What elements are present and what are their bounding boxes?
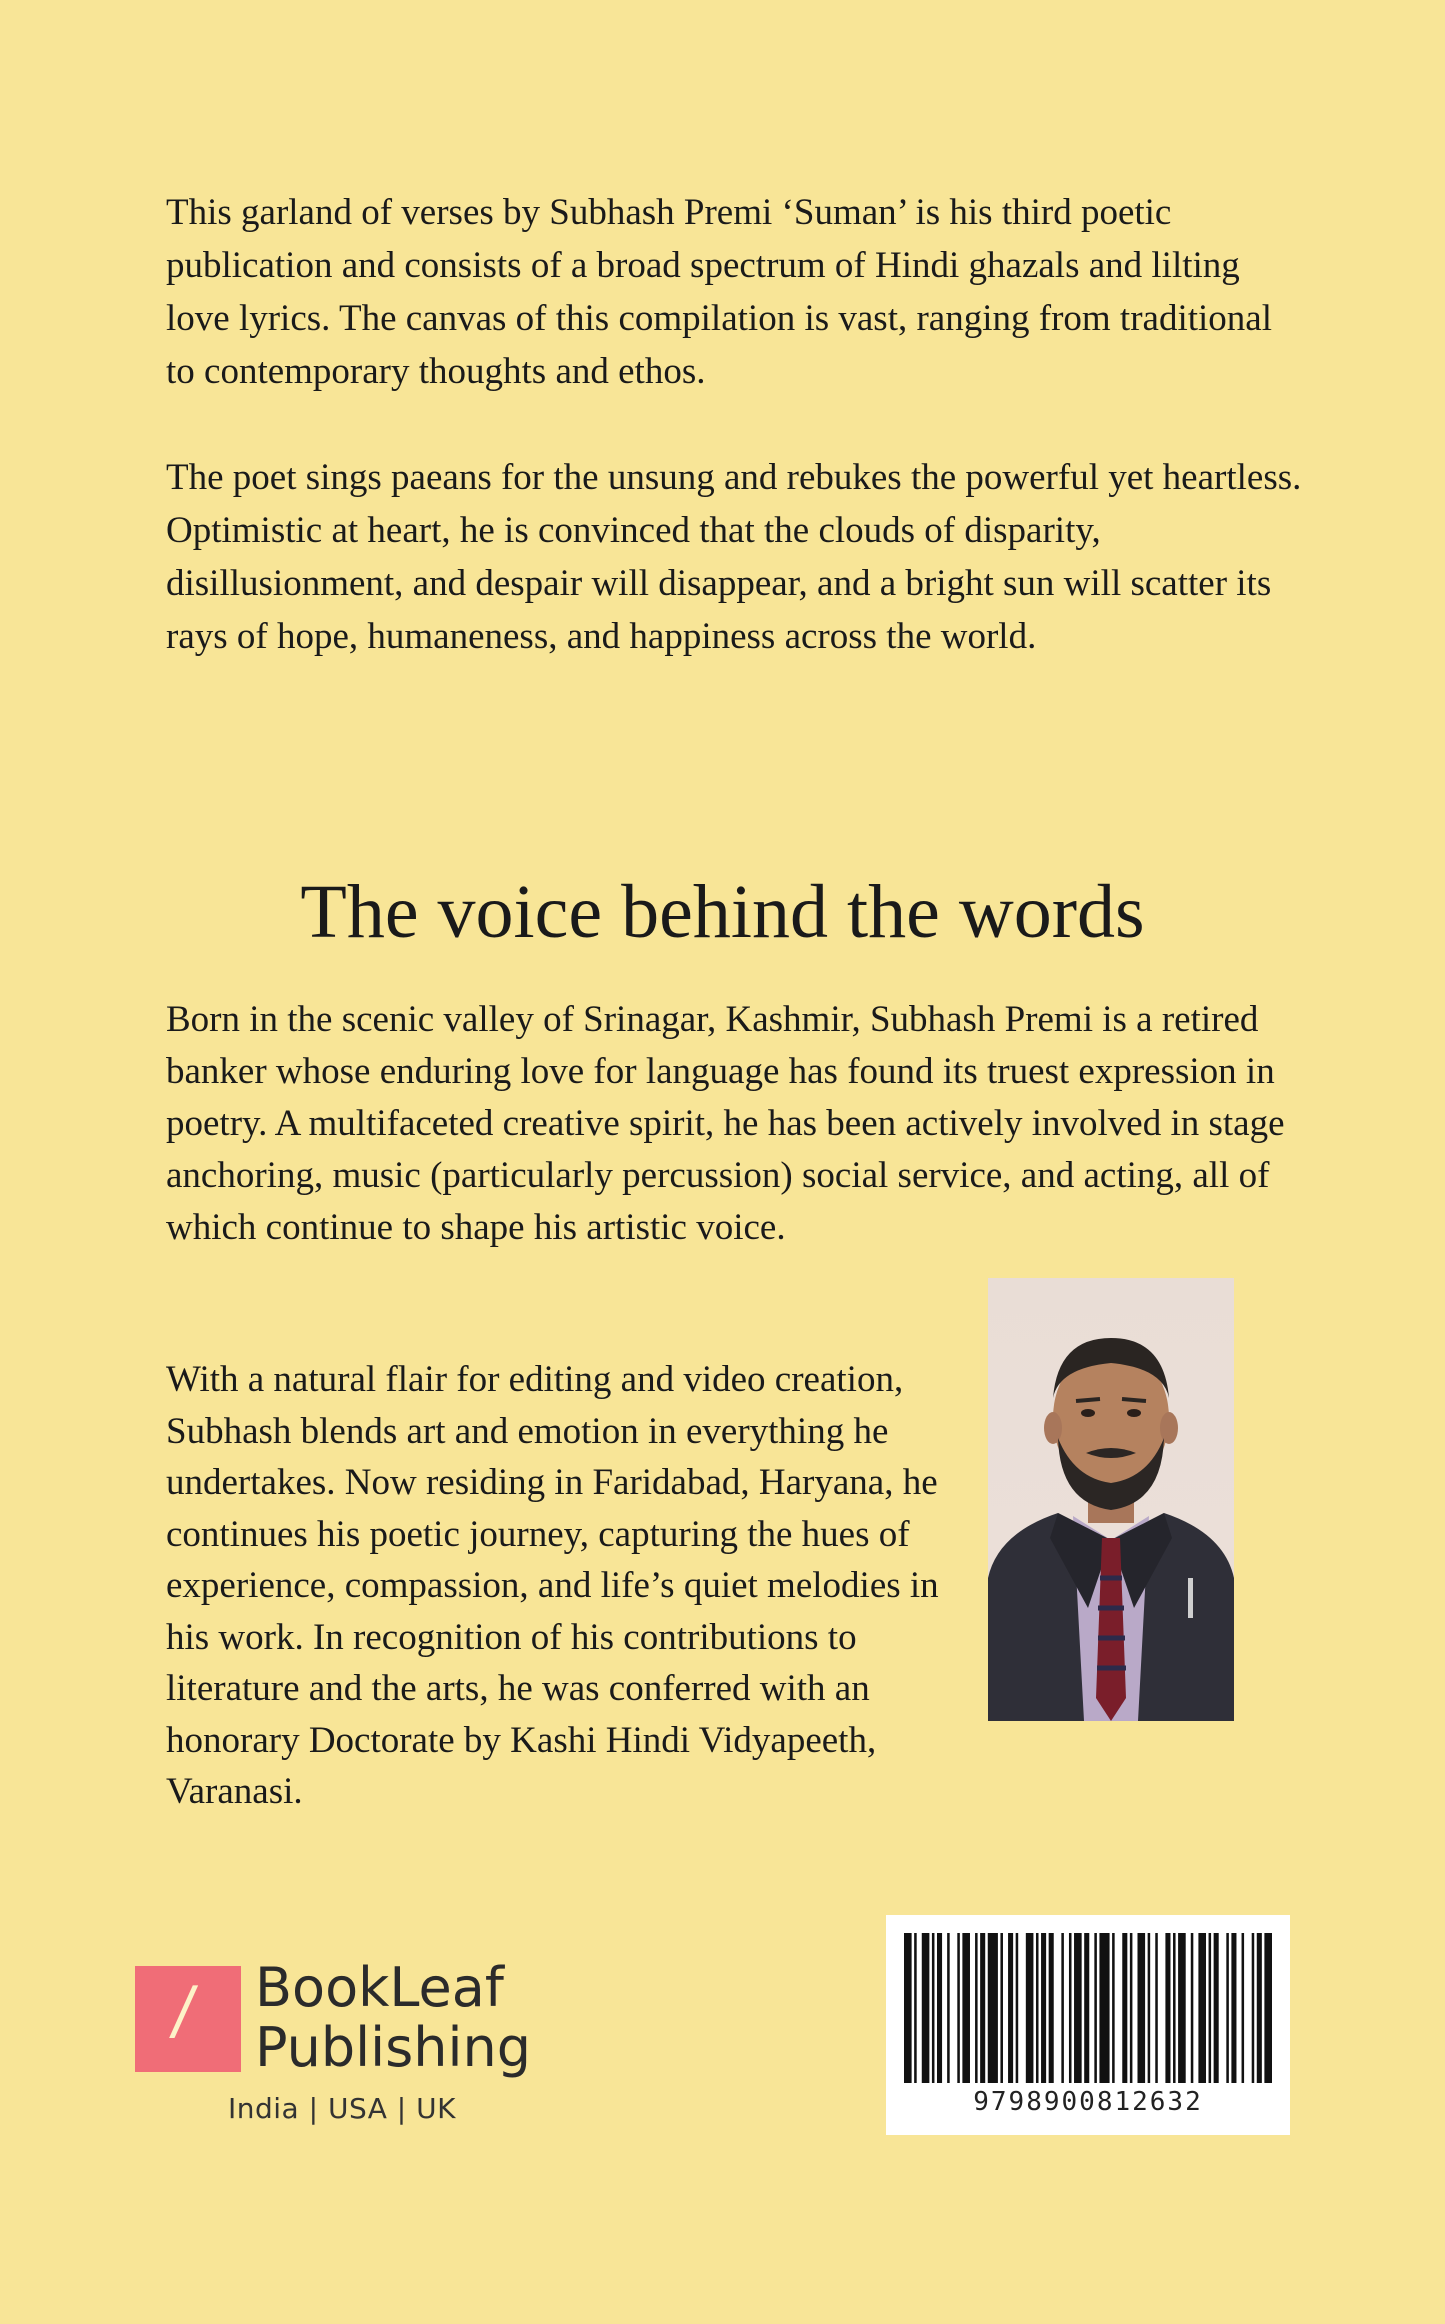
publisher-name-line-1: BookLeaf bbox=[255, 1956, 504, 2019]
barcode-bars-icon bbox=[904, 1933, 1272, 2083]
author-photo bbox=[988, 1278, 1234, 1721]
author-section-heading: The voice behind the words bbox=[300, 870, 1145, 954]
author-portrait-illustration bbox=[988, 1278, 1234, 1721]
publisher-logo bbox=[135, 1956, 555, 2132]
blurb-paragraph-1: This garland of verses by Subhash Premi ‘Suman’ is his third poetic publication and consists of a broad spectrum of Hindi ghazals and lilting love lyrics. The canvas of this compilation is vast, ranging from traditional to contemporary thoughts and ethos. bbox=[166, 192, 1272, 392]
publisher-name-line-2: Publishing bbox=[255, 2016, 531, 2079]
author-bio-paragraph-1: Born in the scenic valley of Srinagar, Kashmir, Subhash Premi is a retired banker whose enduring love for language has found its truest expression in poetry. A multifaceted creative spirit, he has been actively involved in stage anchoring, music (particularly percussion) social service, and acting, all of which continue to shape his artistic voice. bbox=[166, 999, 1285, 1248]
back-cover-blurb bbox=[166, 186, 1306, 716]
publisher-name bbox=[255, 1958, 531, 2078]
isbn-barcode bbox=[886, 1915, 1290, 2135]
isbn-number: 9798900812632 bbox=[973, 2087, 1203, 2117]
blurb-paragraph-2: The poet sings paeans for the unsung and rebukes the powerful yet heartless. Optimistic at heart, he is convinced that the clouds of disparity, disillusionment, and despair will disappear, and a bright sun will scatter its rays of hope, humaneness, and happiness across the world. bbox=[166, 457, 1302, 657]
publisher-mark-icon bbox=[135, 1966, 241, 2072]
publisher-regions: India | USA | UK bbox=[228, 2092, 456, 2125]
publisher-mark-glyph: / bbox=[167, 1974, 200, 2048]
author-bio-paragraph-2: With a natural flair for editing and video creation, Subhash blends art and emotion in everything he undertakes. Now residing in Faridabad, Haryana, he continues his poetic journey, capturing the hues of experience, compassion, and life’s quiet melodies in his work. In recognition of his contributions to literature and the arts, he was conferred with an honorary Doctorate by Kashi Hindi Vidyapeeth, Varanasi. bbox=[166, 1359, 939, 1812]
